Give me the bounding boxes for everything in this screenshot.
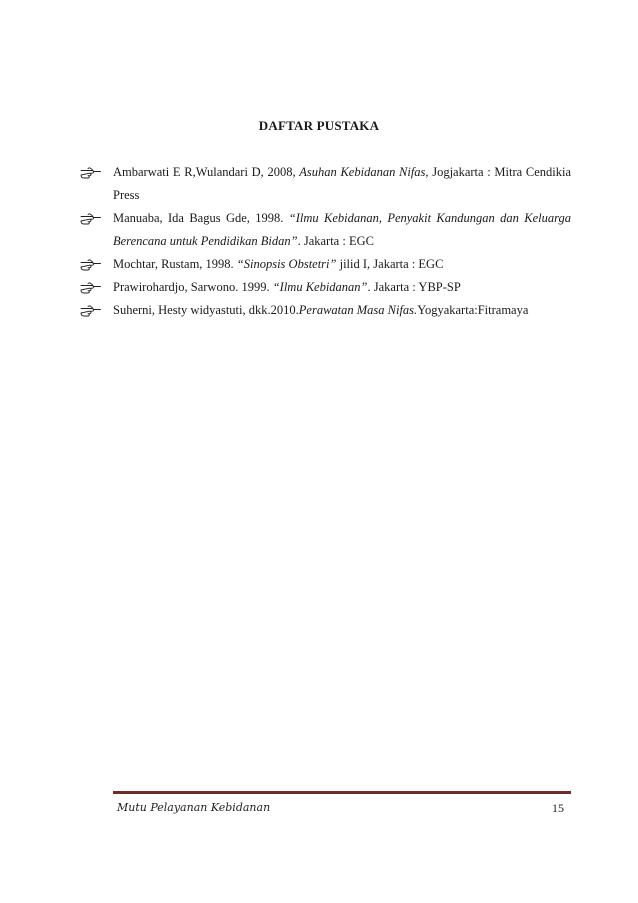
reference-item bbox=[80, 299, 571, 322]
pointing-hand-icon bbox=[80, 304, 102, 317]
reference-title: Asuhan Kebidanan Nifas bbox=[299, 165, 426, 179]
reference-item bbox=[80, 207, 571, 253]
reference-title: “Sinopsis Obstetri” bbox=[236, 257, 337, 271]
reference-title: Perawatan Masa Nifas. bbox=[298, 303, 418, 317]
pointing-hand-icon bbox=[80, 166, 102, 179]
reference-text: Suherni, Hesty widyastuti, dkk.2010. bbox=[113, 303, 299, 317]
reference-text: . Jakarta : YBP-SP bbox=[367, 280, 461, 294]
pointing-hand-icon bbox=[80, 281, 102, 294]
footer-rule bbox=[113, 791, 571, 794]
reference-text: Yogyakarta:Fitramaya bbox=[417, 303, 529, 317]
reference-title: “Ilmu Kebidanan, Penyakit Kandungan dan Keluarga Berencana untuk Pendidikan Bidan” bbox=[113, 211, 571, 248]
reference-title: “Ilmu Kebidanan” bbox=[272, 280, 368, 294]
reference-item bbox=[80, 253, 571, 276]
reference-text: jilid I, Jakarta : EGC bbox=[336, 257, 444, 271]
reference-text: Mochtar, Rustam, 1998. bbox=[113, 257, 237, 271]
reference-item bbox=[80, 161, 571, 207]
reference-text: . Jakarta : EGC bbox=[297, 234, 374, 248]
reference-text: , Jogjakarta : Mitra Cendikia Press bbox=[113, 165, 571, 202]
reference-text: Manuaba, Ida Bagus Gde, 1998. bbox=[113, 211, 289, 225]
pointing-hand-icon bbox=[80, 212, 102, 225]
reference-item bbox=[80, 276, 571, 299]
reference-text: Prawirohardjo, Sarwono. 1999. bbox=[113, 280, 273, 294]
reference-list bbox=[80, 161, 571, 322]
footer-title: Mutu Pelayanan Kebidanan bbox=[117, 801, 271, 814]
pointing-hand-icon bbox=[80, 258, 102, 271]
page-number: 15 bbox=[552, 801, 564, 815]
page-title: DAFTAR PUSTAKA bbox=[258, 118, 380, 133]
reference-text: Ambarwati E R,Wulandari D, 2008, bbox=[113, 165, 300, 179]
